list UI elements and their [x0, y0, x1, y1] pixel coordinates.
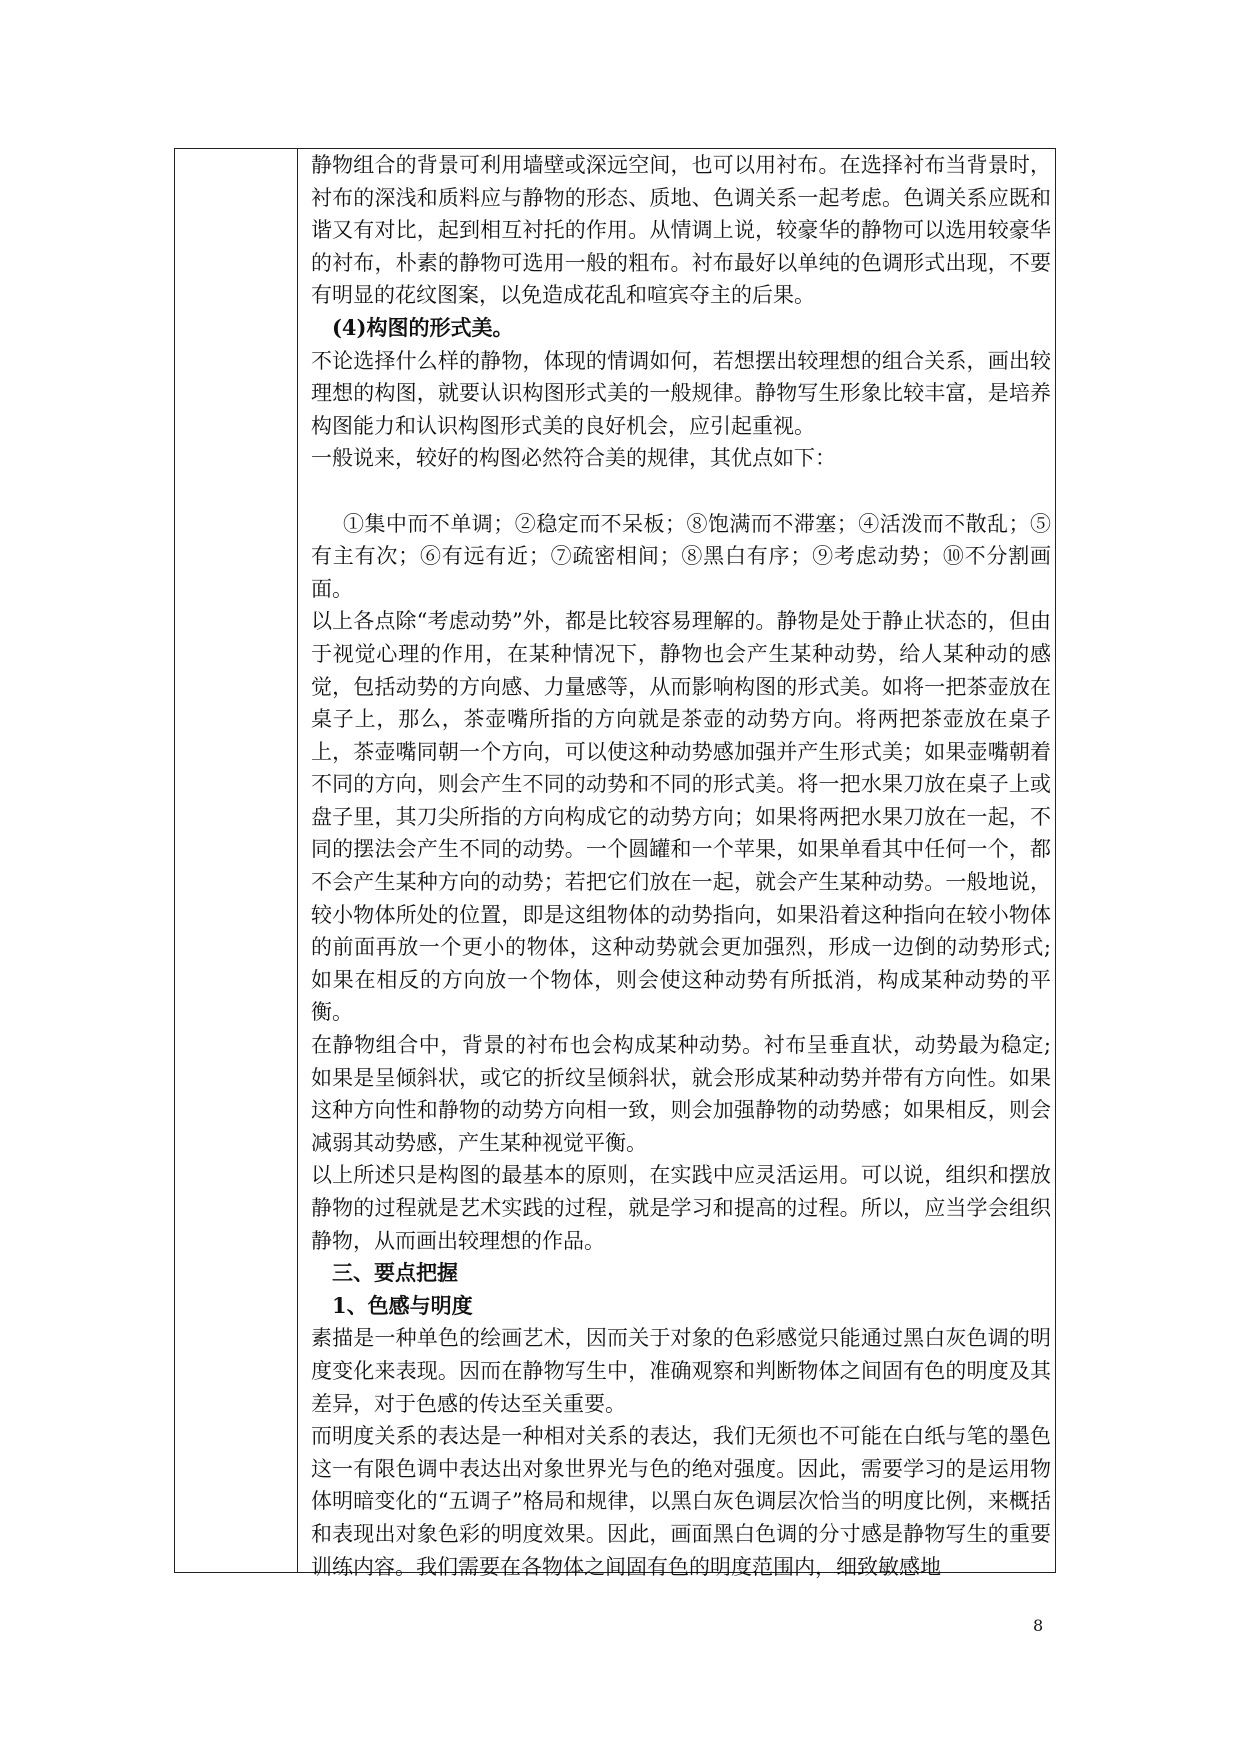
- left-column-cell: [175, 149, 298, 1572]
- page-number: 8: [1033, 1616, 1044, 1635]
- right-column-cell: [311, 149, 1051, 1583]
- paragraph-value-relationship: 而明度关系的表达是一种相对关系的表达，我们无须也不可能在白纸与笔的墨色这一有限色调中表达出对象世界光与色的绝对强度。因此，需要学习的是运用物体明暗变化的“五调子”格局和规律，以黑白灰色调层次恰当的明度比例，来概括和表现出对象色彩的明度效果。因此，画面黑白色调的分寸感是静物写生的重要训练内容。我们需要在各物体之间固有色的明度范围内，细致敏感地: [311, 1424, 1051, 1579]
- paragraph-sketch-monochrome: 素描是一种单色的绘画艺术，因而关于对象的色彩感觉只能通过黑白灰色调的明度变化来表现。因而在静物写生中，准确观察和判断物体之间固有色的明度及其差异，对于色感的传达至关重要。: [311, 1326, 1051, 1416]
- heading-composition-form-beauty: (4)构图的形式美。: [332, 314, 514, 340]
- heading-color-and-value: 1、色感与明度: [332, 1292, 473, 1318]
- heading-key-points: 三、要点把握: [332, 1260, 458, 1286]
- paragraph-composition-merits-list: ①集中而不单调；②稳定而不呆板；⑧饱满而不滞塞；④活泼而不散乱；⑤有主有次；⑥有远有近；⑦疏密相间；⑧黑白有序；⑨考虑动势；⑩不分割画面。: [311, 511, 1051, 601]
- blank-line: [311, 475, 1051, 508]
- paragraph-background-dynamics: 在静物组合中，背景的衬布也会构成某种动势。衬布呈垂直状，动势最为稳定;如果是呈倾斜状，或它的折纹呈倾斜状，就会形成某种动势并带有方向性。如果这种方向性和静物的动势方向相一致，则会加强静物的动势感；如果相反，则会减弱其动势感，产生某种视觉平衡。: [311, 1033, 1051, 1155]
- paragraph-dynamic-tendency: 以上各点除“考虑动势”外，都是比较容易理解的。静物是处于静止状态的，但由于视觉心理的作用，在某种情况下，静物也会产生某种动势，给人某种动的感觉，包括动势的方向感、力量感等，从而影响构图的形式美。如将一把茶壶放在桌子上，那么，茶壶嘴所指的方向就是茶壶的动势方向。将两把茶壶放在桌子上，茶壶嘴同朝一个方向，可以使这种动势感加强并产生形式美；如果壶嘴朝着不同的方向，则会产生不同的动势和不同的形式美。将一把水果刀放在桌子上或盘子里，其刀尖所指的方向构成它的动势方向；如果将两把水果刀放在一起，不同的摆法会产生不同的动势。一个圆罐和一个苹果，如果单看其中任何一个，都不会产生某种方向的动势；若把它们放在一起，就会产生某种动势。一般地说，较小物体所处的位置，即是这组物体的动势指向，如果沿着这种指向在较小物体的前面再放一个更小的物体，这种动势就会更加强烈，形成一边倒的动势形式;如果在相反的方向放一个物体，则会使这种动势有所抵消，构成某种动势的平衡。: [311, 609, 1051, 1025]
- paragraph-composition-rules: 不论选择什么样的静物，体现的情调如何，若想摆出较理想的组合关系，画出较理想的构图，就要认识构图形式美的一般规律。静物写生形象比较丰富，是培养构图能力和认识构图形式美的良好机会，应引起重视。: [311, 348, 1051, 438]
- paragraph-good-composition-intro: 一般说来，较好的构图必然符合美的规律，其优点如下：: [311, 446, 836, 471]
- content-table: [174, 148, 1056, 1579]
- paragraph-background-cloth: 静物组合的背景可利用墙壁或深远空间，也可以用衬布。在选择衬布当背景时，衬布的深浅和质料应与静物的形态、质地、色调关系一起考虑。色调关系应既和谐又有对比，起到相互衬托的作用。从情调上说，较豪华的静物可以选用较豪华的衬布，朴素的静物可选用一般的粗布。衬布最好以单纯的色调形式出现，不要有明显的花纹图案，以免造成花乱和喧宾夺主的后果。: [311, 153, 1051, 308]
- paragraph-flexible-application: 以上所述只是构图的最基本的原则，在实践中应灵活运用。可以说，组织和摆放静物的过程就是艺术实践的过程，就是学习和提高的过程。所以，应当学会组织静物，从而画出较理想的作品。: [311, 1163, 1051, 1253]
